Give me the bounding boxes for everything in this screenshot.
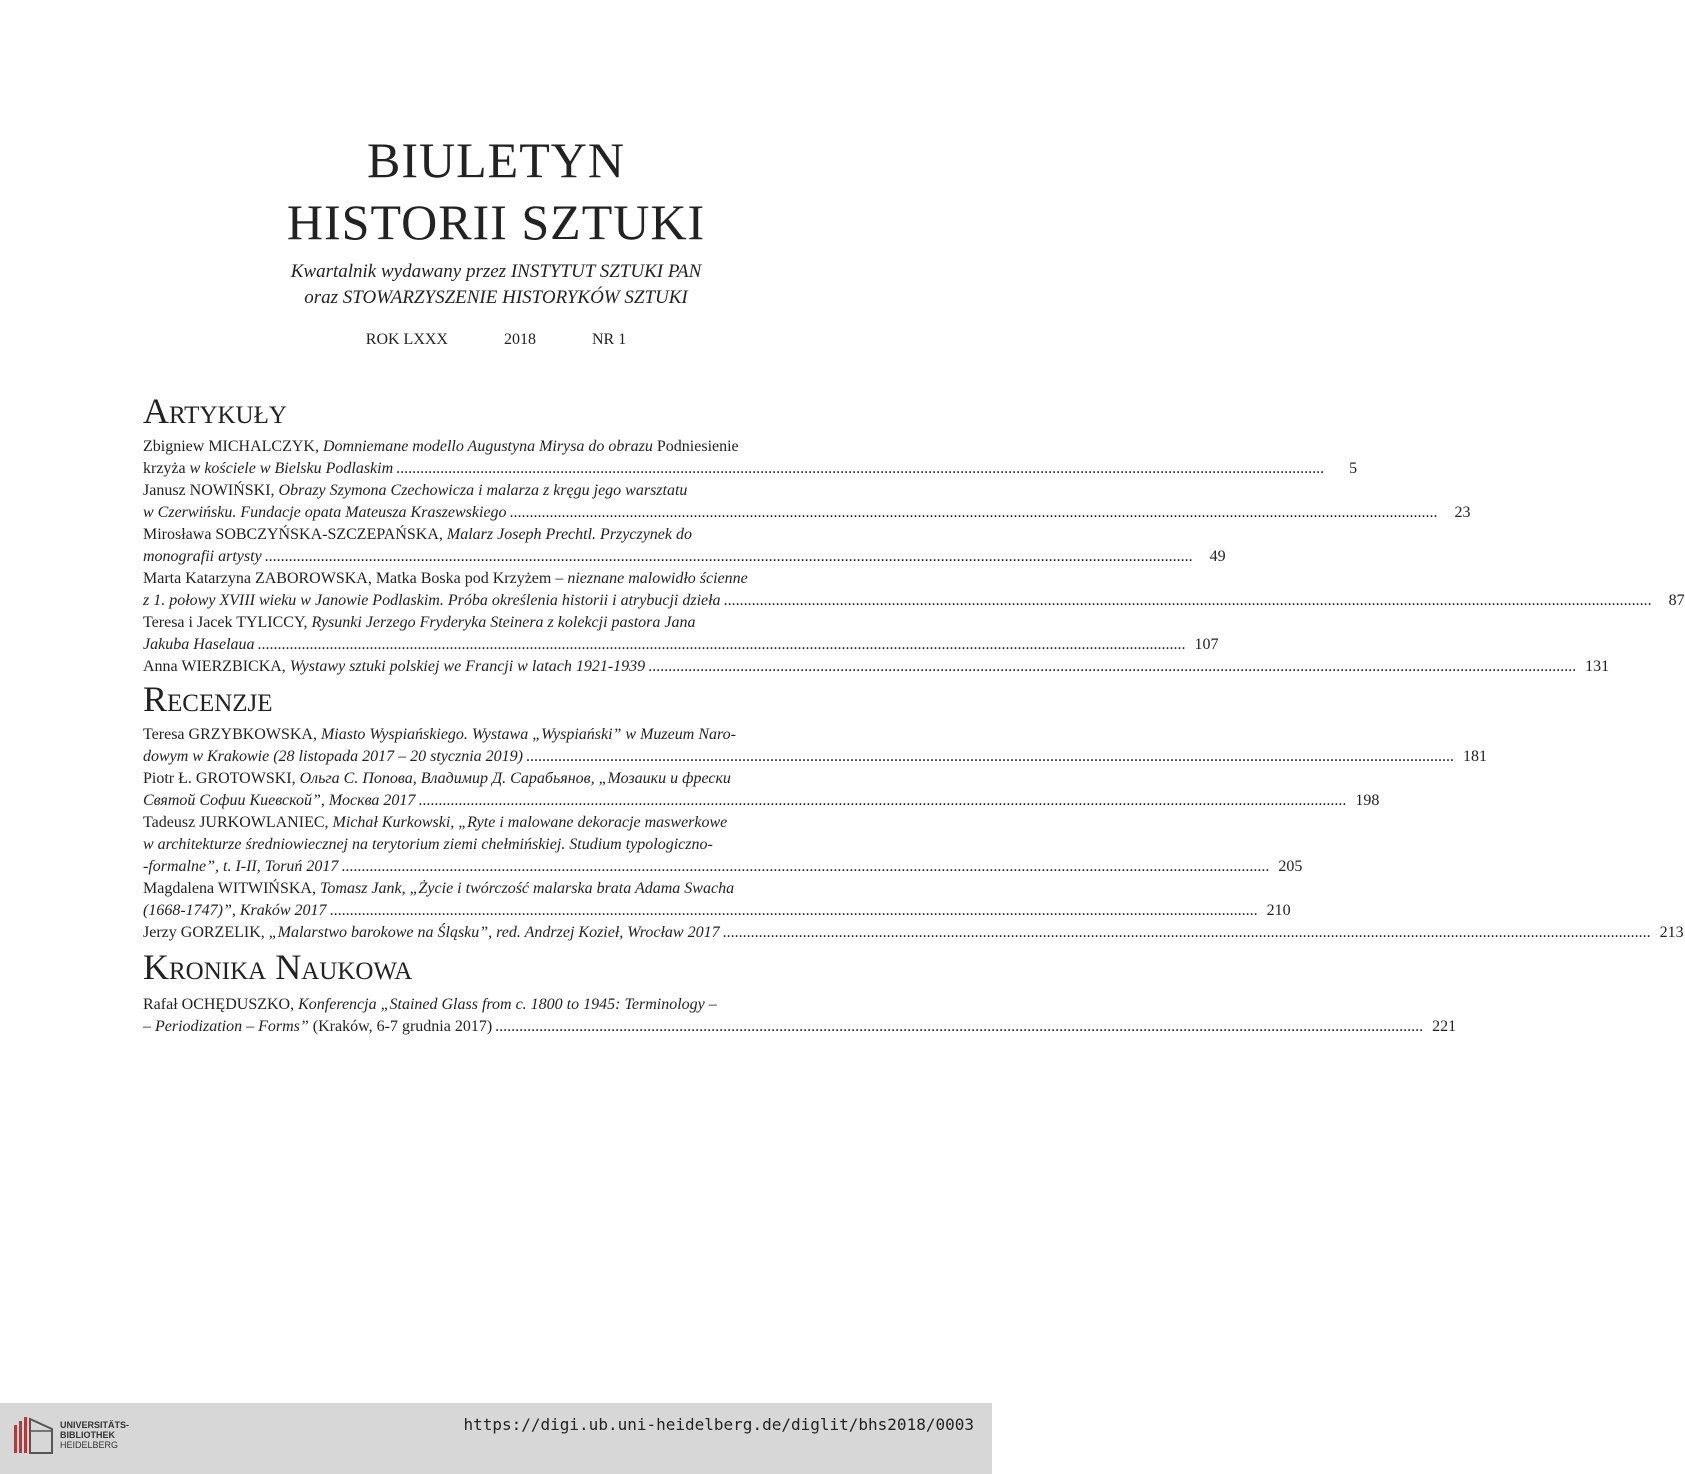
toc-entry[interactable]: Magdalena WITWIŃSKA, Tomasz Jank, „Życie i twórczość malarska brata Adama Swacha (1668-1747)”, Kraków 2017 ..... 210 [143,878,851,922]
section-heading-kronika: Kronika Naukowa [143,947,413,987]
toc-entry[interactable]: Zbigniew MICHALCZYK, Domniemane modello Augustyna Mirysa do obrazu Podniesienie krzyża w kościele w Bielsku Podlaskim ..... 5 [143,436,851,480]
page-number: 210 [1266,902,1291,919]
table-of-contents [143,388,1685,1038]
journal-title-line2: HISTORII SZTUKI [286,194,706,250]
issue-number: NR 1 [591,331,627,348]
toc-entry[interactable]: Teresa GRZYBKOWSKA, Miasto Wyspiańskiego. Wystawa „Wyspiański” w Muzeum Naro- dowym w Krakowie (28 listopada 2017 – 20 stycznia 2019) ..... 181 [143,724,851,768]
page-number: 198 [1355,792,1380,809]
page-number: 131 [1585,658,1610,675]
university-library-logo-icon [12,1415,56,1455]
toc-entry[interactable]: Anna WIERZBICKA, Wystawy sztuki polskiej we Francji w latach 1921-1939 ..... 131 [143,656,851,678]
toc-entry[interactable]: Janusz NOWIŃSKI, Obrazy Szymona Czechowicza i malarza z kręgu jego warsztatu w Czerwińsku. Fundacje opata Mateusza Kraszewskiego ..... 23 [143,480,851,524]
publisher-line2: oraz STOWARZYSZENIE HISTORYKÓW SZTUKI [304,287,688,308]
page-number: 205 [1278,858,1303,875]
toc-entry[interactable]: Piotr Ł. GROTOWSKI, Ольга С. Попова, Владимир Д. Сарабьянов, „Мозаики и фрески Святой Софии Киевской”, Москва 2017 ..... 198 [143,768,851,812]
page-number: 181 [1462,748,1487,765]
page-number: 5 [1349,460,1358,477]
toc-entry[interactable]: Marta Katarzyna ZABOROWSKA, Matka Boska pod Krzyżem – nieznane malowidło ścienne z 1. połowy XVIII wieku w Janowie Podlaskim. Próba określenia historii i atrybucji dzieła ..... 87 [143,568,851,612]
issue-year-label: ROK LXXX [365,331,448,348]
toc-entry[interactable]: Teresa i Jacek TYLICCY, Rysunki Jerzego Fryderyka Steinera z kolekcji pastora Jana Jakuba Haselaua ..... 107 [143,612,851,656]
journal-title-line1: BIULETYN [367,132,625,188]
issue-info [0,331,992,349]
toc-entry[interactable]: Rafał OCHĘDUSZKO, Konferencja „Stained Glass from c. 1800 to 1945: Terminology – – Periodization – Forms” (Kraków, 6-7 grudnia 2017) ..... 221 [143,994,851,1038]
page-number: 23 [1454,504,1471,521]
section-heading-artykuly: Artykuły [143,391,287,431]
toc-entry[interactable]: Tadeusz JURKOWLANIEC, Michał Kurkowski, „Ryte i malowane dekoracje maswerkowe w architekturze średniowiecznej na terytorium ziemi chełmińskiej. Studium typologiczno- -formalne”, t. I-II, Toruń 2017 ..... 205 [143,812,851,878]
section-heading-recenzje: Recenzje [143,679,273,719]
page-number: 107 [1194,636,1219,653]
toc-entry[interactable]: Jerzy GORZELIK, „Malarstwo barokowe na Śląsku”, red. Andrzej Kozieł, Wrocław 2017 ..... 213 [143,922,851,944]
page-number: 49 [1209,548,1226,565]
page-number: 213 [1659,924,1684,941]
toc-entry[interactable]: Mirosława SOBCZYŃSKA-SZCZEPAŃSKA, Malarz Joseph Prechtl. Przyczynek do monografii artysty ..... 49 [143,524,851,568]
footer-bar [0,1403,992,1474]
issue-year: 2018 [503,331,536,348]
source-url-link[interactable]: https://digi.ub.uni-heidelberg.de/diglit/bhs2018/0003 [463,1415,974,1434]
university-library-name: UNIVERSITÄTS- BIBLIOTHEK HEIDELBERG [60,1420,130,1450]
page-number: 221 [1432,1018,1457,1035]
publisher-line1: Kwartalnik wydawany przez INSTYTUT SZTUKI PAN [290,261,702,282]
page-number: 87 [1668,592,1685,609]
